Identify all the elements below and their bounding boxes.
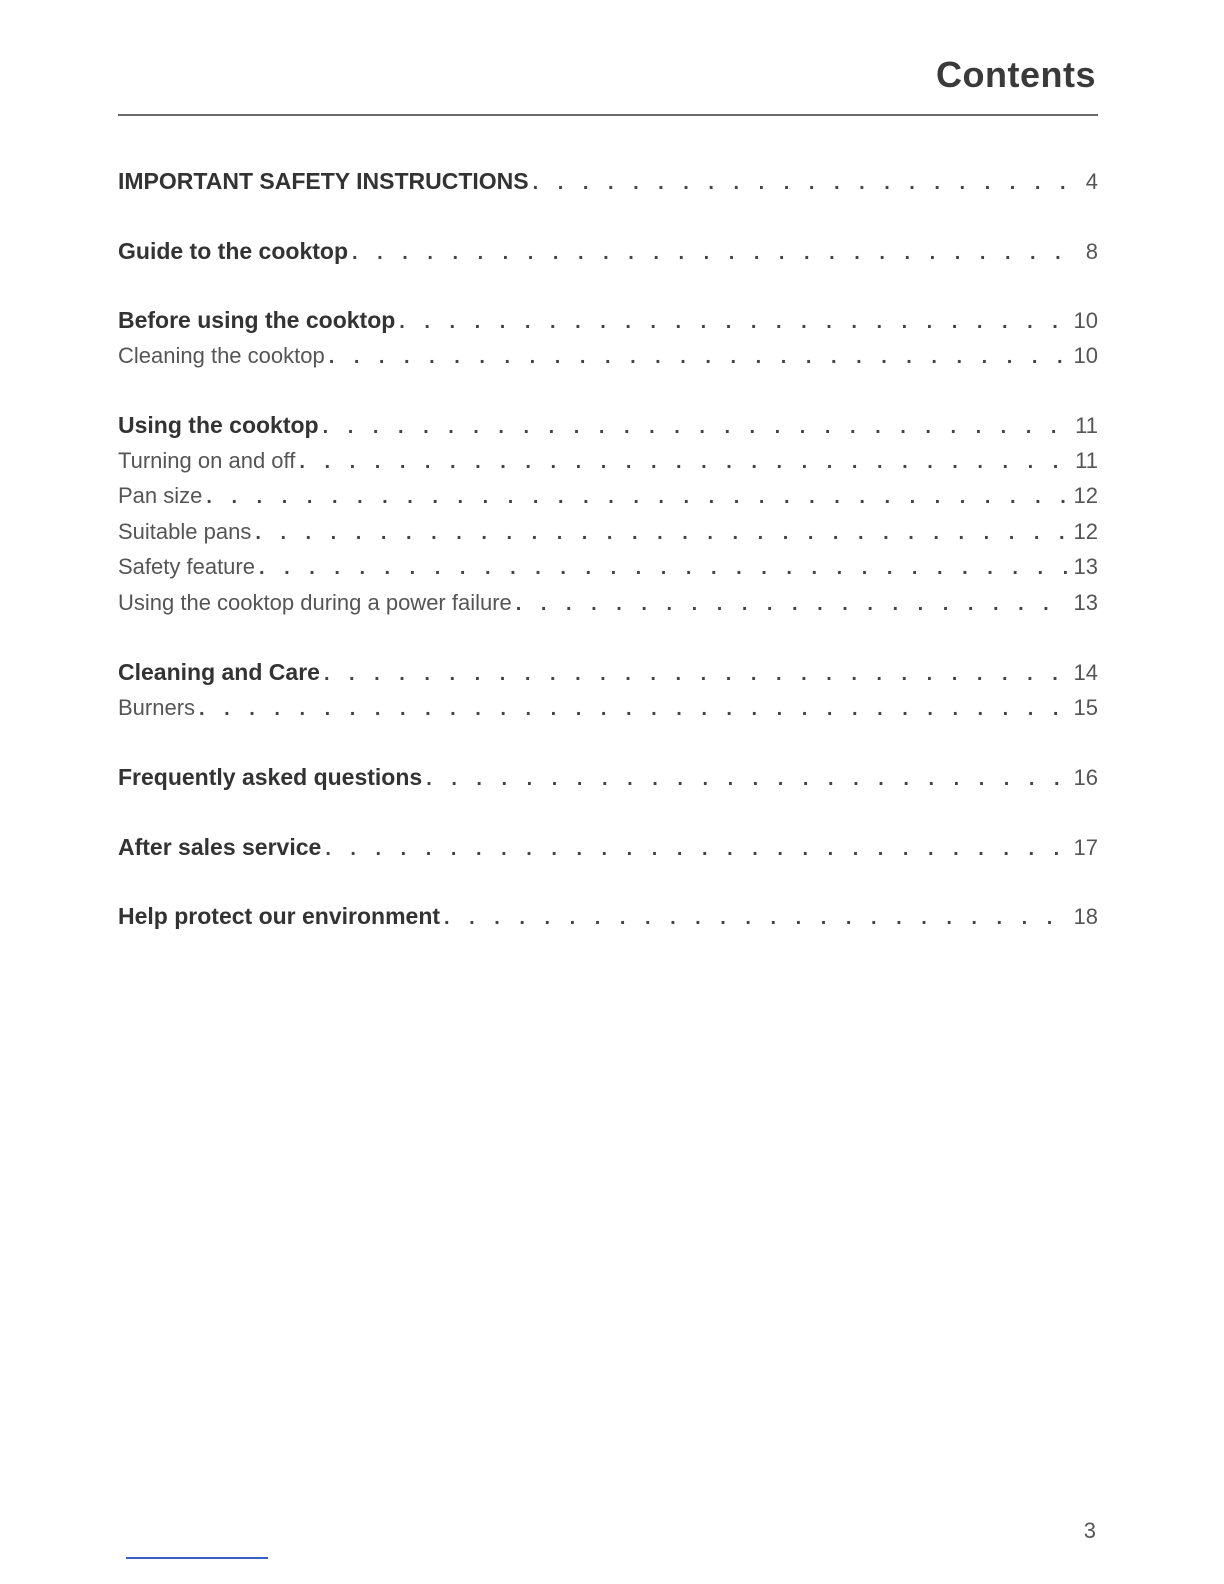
toc-entry-page: 4 [1085, 169, 1098, 194]
toc-entry-label: Suitable pans [118, 518, 252, 544]
toc-entry-label: Burners [118, 694, 196, 720]
toc-subsection-entry[interactable] [118, 590, 1098, 626]
dot-leader [299, 451, 1068, 474]
toc-entry-page: 16 [1073, 765, 1098, 790]
toc-chapter-entry[interactable] [118, 764, 1098, 800]
dot-leader [324, 663, 1068, 686]
toc-entry-label: Help protect our environment [118, 903, 441, 929]
toc-entry-label: Cleaning the cooktop [118, 342, 325, 368]
toc-entry-page: 10 [1073, 342, 1098, 368]
toc-subsection-entry[interactable] [118, 695, 1098, 731]
dot-leader [533, 172, 1068, 195]
toc-chapter-entry[interactable] [118, 834, 1098, 870]
toc-entry-page: 13 [1073, 589, 1098, 615]
toc-entry-label: IMPORTANT SAFETY INSTRUCTIONS [118, 168, 529, 194]
toc-entry-label: Turning on and off [118, 447, 296, 473]
toc-entry-page: 15 [1073, 694, 1098, 720]
dot-leader [199, 698, 1068, 721]
toc-entry-page: 11 [1075, 447, 1098, 473]
toc-chapter-entry[interactable] [118, 168, 1098, 204]
toc-entry-label: Safety feature [118, 554, 255, 579]
toc-chapter-entry[interactable] [118, 903, 1098, 939]
toc-section [118, 659, 1098, 730]
page-title: Contents [936, 54, 1096, 95]
toc-chapter-entry[interactable] [118, 238, 1098, 274]
dot-leader [255, 522, 1068, 545]
toc-entry-label: Frequently asked questions [118, 764, 423, 790]
toc-section [118, 307, 1098, 378]
toc-entry-page: 14 [1073, 660, 1098, 685]
toc-chapter-entry[interactable] [118, 659, 1098, 695]
toc-entry-page: 10 [1073, 308, 1098, 333]
dot-leader [426, 768, 1068, 791]
table-of-contents [118, 168, 1098, 973]
toc-entry-page: 12 [1073, 483, 1098, 508]
toc-subsection-entry[interactable] [118, 519, 1098, 555]
toc-entry-page: 17 [1073, 834, 1098, 860]
toc-entry-label: Guide to the cooktop [118, 237, 348, 264]
dot-leader [399, 311, 1068, 334]
toc-entry-page: 18 [1073, 904, 1098, 929]
toc-subsection-entry[interactable] [118, 343, 1098, 379]
footer-divider [126, 1557, 268, 1559]
toc-section [118, 764, 1098, 800]
toc-entry-label: Using the cooktop during a power failure [118, 589, 512, 615]
dot-leader [259, 557, 1068, 580]
toc-section [118, 238, 1098, 274]
toc-entry-label: After sales service [118, 833, 322, 860]
dot-leader [516, 593, 1068, 616]
toc-entry-page: 11 [1075, 413, 1098, 438]
dot-leader [325, 838, 1068, 861]
toc-entry-page: 8 [1085, 238, 1098, 264]
toc-entry-label: Before using the cooktop [118, 307, 396, 333]
toc-chapter-entry[interactable] [118, 412, 1098, 448]
dot-leader [444, 907, 1068, 930]
title-divider [118, 114, 1098, 116]
toc-section [118, 412, 1098, 625]
dot-leader [206, 486, 1068, 509]
dot-leader [352, 242, 1068, 265]
toc-section [118, 168, 1098, 204]
toc-subsection-entry[interactable] [118, 448, 1098, 484]
toc-subsection-entry[interactable] [118, 554, 1098, 590]
dot-leader [323, 416, 1068, 439]
toc-subsection-entry[interactable] [118, 483, 1098, 519]
toc-section [118, 903, 1098, 939]
toc-entry-page: 12 [1073, 518, 1098, 544]
toc-entry-label: Using the cooktop [118, 412, 319, 438]
toc-section [118, 834, 1098, 870]
toc-chapter-entry[interactable] [118, 307, 1098, 343]
toc-entry-label: Cleaning and Care [118, 659, 320, 685]
toc-entry-page: 13 [1073, 554, 1098, 579]
toc-entry-label: Pan size [118, 483, 203, 508]
dot-leader [329, 346, 1068, 369]
page-number: 3 [1083, 1518, 1096, 1543]
